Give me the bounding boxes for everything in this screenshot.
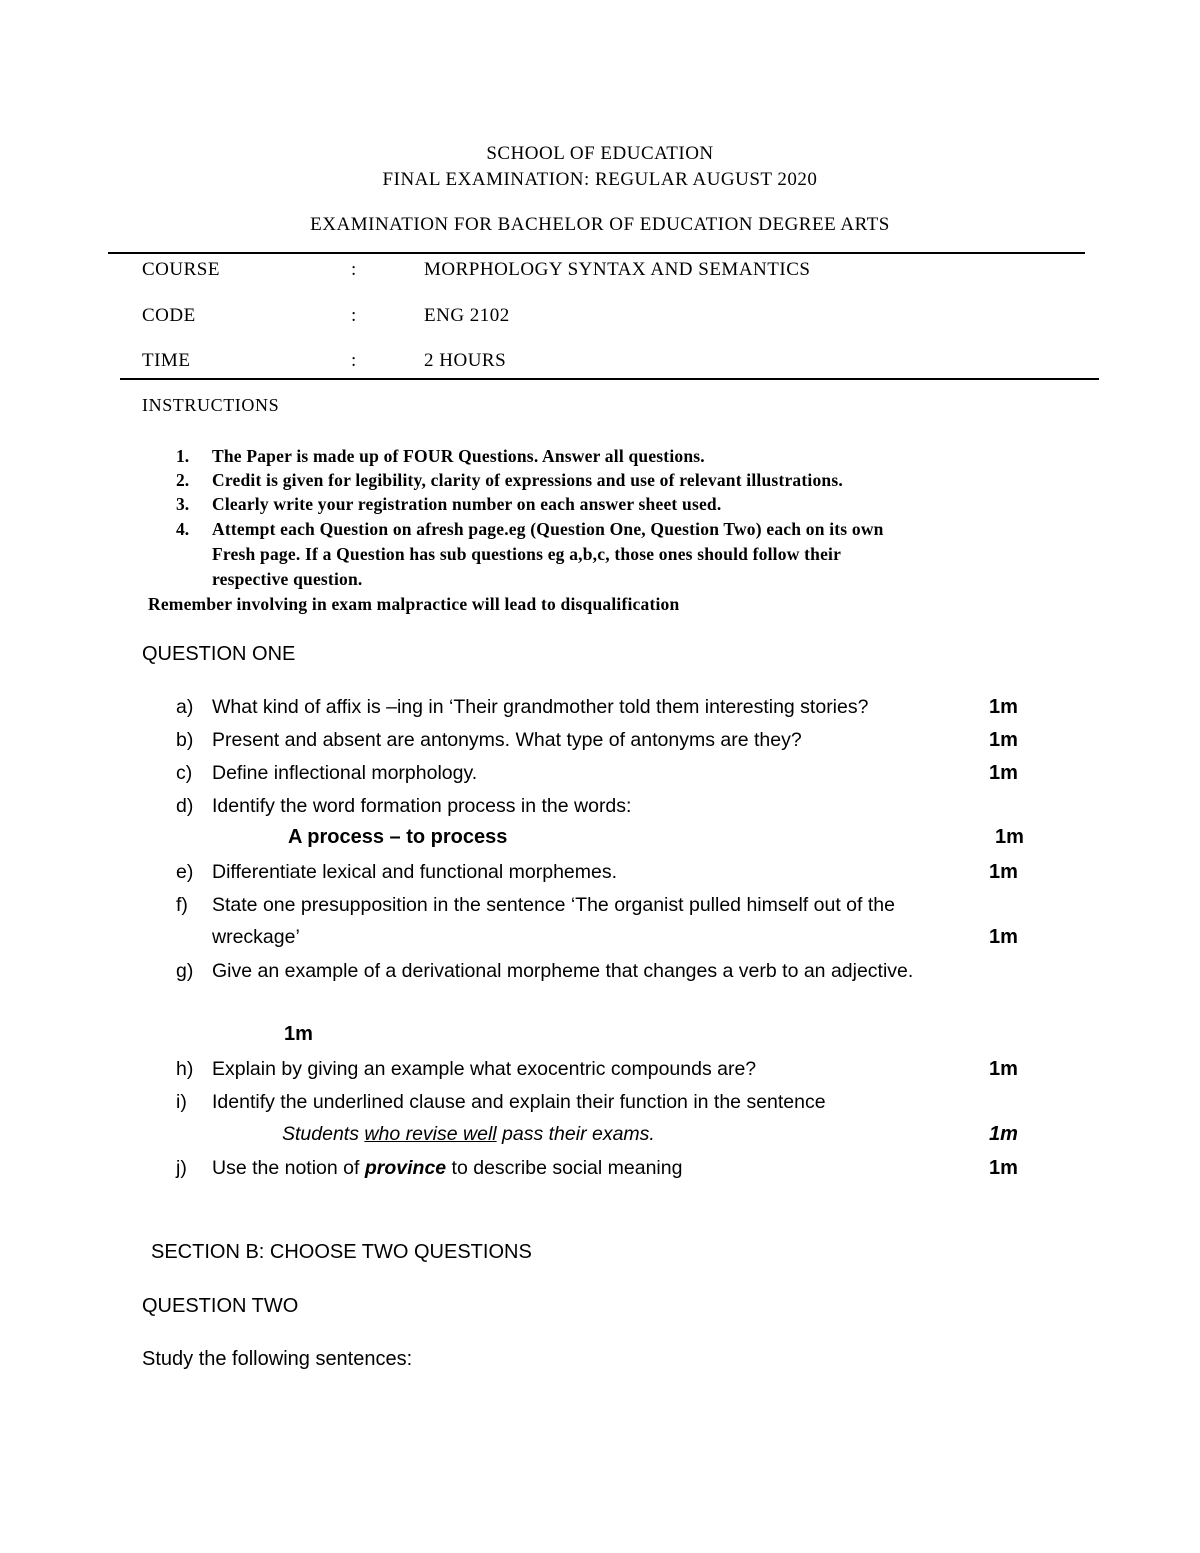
question-text: Identify the underlined clause and explain their function in the sentence bbox=[212, 1091, 826, 1113]
school-title: SCHOOL OF EDUCATION bbox=[486, 143, 714, 164]
time-colon: : bbox=[351, 350, 357, 371]
code-value: ENG 2102 bbox=[424, 305, 510, 326]
question-text-start: Use the notion of bbox=[212, 1157, 365, 1179]
mark: 1m bbox=[284, 1023, 313, 1045]
question-one-title: QUESTION ONE bbox=[142, 643, 296, 665]
mark: 1m bbox=[989, 1123, 1018, 1145]
mark: 1m bbox=[995, 826, 1024, 848]
example-words: A process – to process bbox=[288, 826, 508, 848]
exam-title: FINAL EXAMINATION: REGULAR AUGUST 2020 bbox=[382, 169, 818, 190]
question-text: Give an example of a derivational morpheme that changes a verb to an adjective. bbox=[212, 960, 914, 982]
instruction-number: 1. bbox=[176, 446, 190, 466]
bottom-rule bbox=[120, 378, 1099, 380]
course-colon: : bbox=[351, 259, 357, 280]
instruction-text: respective question. bbox=[212, 569, 363, 589]
instruction-text: Fresh page. If a Question has sub questions eg a,b,c, those ones should follow their bbox=[212, 544, 842, 564]
instruction-text: Attempt each Question on afresh page.eg (Question One, Question Two) each on its own bbox=[212, 519, 884, 539]
item-label: a) bbox=[176, 696, 194, 718]
time-label: TIME bbox=[142, 350, 191, 371]
instruction-number: 3. bbox=[176, 494, 190, 514]
item-label: g) bbox=[176, 960, 194, 982]
question-text: What kind of affix is –ing in ‘Their grandmother told them interesting stories? bbox=[212, 696, 869, 718]
mark: 1m bbox=[989, 1058, 1018, 1080]
mark: 1m bbox=[989, 861, 1018, 883]
item-label: b) bbox=[176, 729, 194, 751]
course-value: MORPHOLOGY SYNTAX AND SEMANTICS bbox=[424, 259, 811, 280]
question-text-continued: wreckage’ bbox=[212, 926, 300, 948]
question-text: Present and absent are antonyms. What type of antonyms are they? bbox=[212, 729, 802, 751]
instruction-number: 4. bbox=[176, 519, 190, 539]
section-b-title: SECTION B: CHOOSE TWO QUESTIONS bbox=[151, 1241, 532, 1263]
sentence-end: pass their exams. bbox=[496, 1123, 655, 1145]
underlined-clause: who revise well bbox=[364, 1123, 497, 1145]
item-label: e) bbox=[176, 861, 194, 883]
sentence-start: Students bbox=[282, 1123, 365, 1145]
item-label: h) bbox=[176, 1058, 194, 1080]
question-two-intro: Study the following sentences: bbox=[142, 1348, 413, 1370]
question-text: Identify the word formation process in the words: bbox=[212, 795, 632, 817]
instruction-text: Credit is given for legibility, clarity of expressions and use of relevant illustrations. bbox=[212, 470, 843, 490]
question-text: Explain by giving an example what exocentric compounds are? bbox=[212, 1058, 757, 1080]
course-label: COURSE bbox=[142, 259, 220, 280]
emphasized-term: province bbox=[364, 1157, 447, 1179]
question-text bbox=[212, 1157, 682, 1180]
question-text-end: to describe social meaning bbox=[446, 1157, 683, 1179]
question-text: Differentiate lexical and functional morphemes. bbox=[212, 861, 618, 883]
mark: 1m bbox=[989, 1157, 1018, 1179]
mark: 1m bbox=[989, 762, 1018, 784]
instruction-text: Clearly write your registration number on each answer sheet used. bbox=[212, 494, 722, 514]
mark: 1m bbox=[989, 926, 1018, 948]
instruction-text: The Paper is made up of FOUR Questions. Answer all questions. bbox=[212, 446, 705, 466]
mark: 1m bbox=[989, 729, 1018, 751]
question-text: Define inflectional morphology. bbox=[212, 762, 478, 784]
instructions-title: INSTRUCTIONS bbox=[142, 395, 280, 415]
question-two-title: QUESTION TWO bbox=[142, 1295, 299, 1317]
instruction-number: 2. bbox=[176, 470, 190, 490]
example-sentence bbox=[282, 1123, 655, 1146]
question-text: State one presupposition in the sentence ‘The organist pulled himself out of the bbox=[212, 894, 895, 916]
malpractice-warning: Remember involving in exam malpractice will lead to disqualification bbox=[148, 594, 680, 614]
mark: 1m bbox=[989, 696, 1018, 718]
time-value: 2 HOURS bbox=[424, 350, 507, 371]
item-label: d) bbox=[176, 795, 194, 817]
degree-title: EXAMINATION FOR BACHELOR OF EDUCATION DEGREE ARTS bbox=[310, 214, 890, 235]
item-label: f) bbox=[176, 894, 188, 916]
code-label: CODE bbox=[142, 305, 196, 326]
top-rule bbox=[108, 252, 1085, 254]
code-colon: : bbox=[351, 305, 357, 326]
item-label: c) bbox=[176, 762, 193, 784]
item-label: j) bbox=[176, 1157, 187, 1179]
item-label: i) bbox=[176, 1091, 187, 1113]
